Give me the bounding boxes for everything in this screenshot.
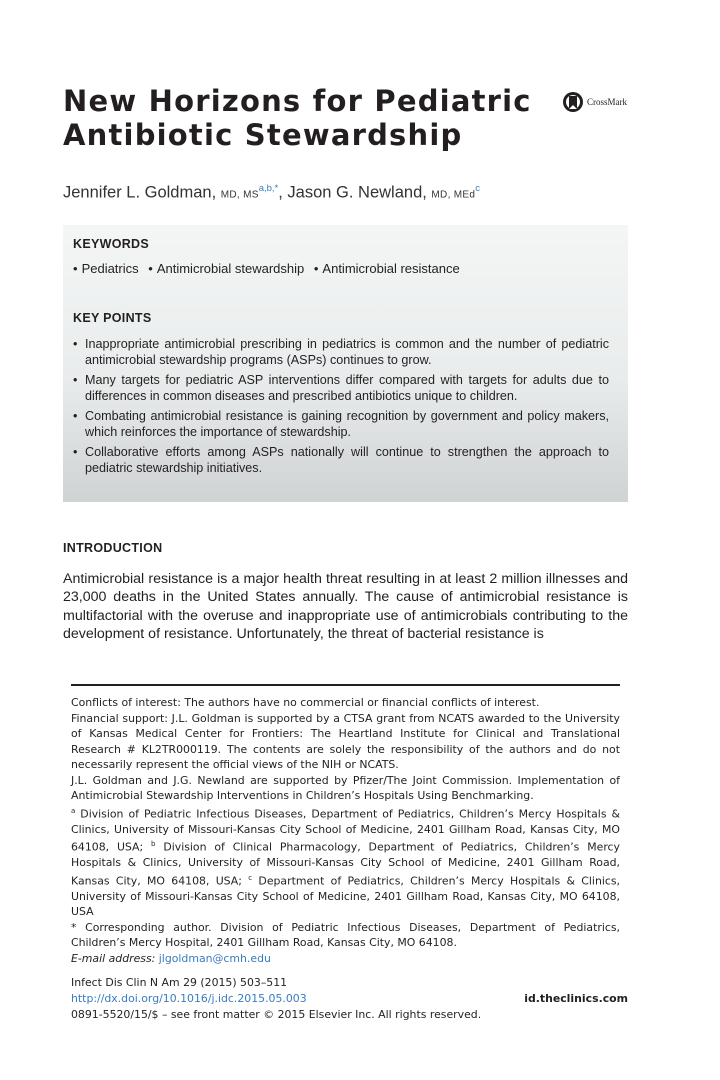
author-2-name: Jason G. Newland,	[287, 183, 427, 202]
keyword: Antimicrobial stewardship	[156, 261, 305, 276]
keywords-list	[73, 261, 466, 276]
affiliation-b: Division of Clinical Pharmacology, Department of Pediatrics, Children’s Mercy Hospitals & Clinics, University of Missouri-Kansas City School of Medicine, 2401 Gillham Road, Kansas City, MO 64108, USA;	[71, 840, 620, 888]
affiliation-a-mark: a	[71, 806, 76, 815]
author-1-name: Jennifer L. Goldman,	[63, 183, 217, 202]
doi-link[interactable]: http://dx.doi.org/10.1016/j.idc.2015.05.003	[71, 992, 307, 1005]
author-separator: ,	[278, 183, 283, 202]
key-point	[73, 445, 609, 476]
key-points-list	[73, 337, 609, 481]
footnotes	[71, 695, 620, 966]
affiliations	[71, 804, 620, 920]
keywords-heading: KEYWORDS	[73, 237, 150, 251]
keyword: Antimicrobial resistance	[322, 261, 460, 276]
copyright-line: 0891-5520/15/$ – see front matter © 2015 Elsevier Inc. All rights reserved.	[71, 1008, 482, 1021]
crossmark-label: CrossMark	[587, 97, 627, 107]
journal-site-link[interactable]: id.theclinics.com	[524, 992, 628, 1005]
key-points-heading: KEY POINTS	[73, 311, 152, 325]
email-line	[71, 951, 620, 967]
corresponding-author: * Corresponding author. Division of Pediatric Infectious Diseases, Department of Pediatrics, Children’s Mercy Hospital, 2401 Gillham Road, Kansas City, MO 64108.	[71, 920, 620, 950]
email-label: E-mail address:	[71, 951, 156, 965]
affiliation-a: Division of Pediatric Infectious Diseases, Department of Pediatrics, Children’s Mercy Hospitals & Clinics, University of Missouri-Kansas City School of Medicine, 2401 Gillham Road, Kansas City, MO 64108, USA;	[71, 807, 620, 854]
key-point	[73, 373, 609, 404]
author-2-affiliation-mark[interactable]: c	[475, 183, 480, 194]
bullet-icon: •	[73, 373, 78, 387]
financial-support-note: Financial support: J.L. Goldman is supported by a CTSA grant from NCATS awarded to the University of Kansas Medical Center for Frontiers: The Heartland Institute for Clinical and Translational Research # KL2TR000119. The contents are solely the responsibility of the authors and do not necessarily represent the official views of the NIH or NCATS.	[71, 711, 620, 771]
bullet-icon: •	[73, 409, 78, 423]
pfizer-support-note: J.L. Goldman and J.G. Newland are supported by Pfizer/The Joint Commission. Implementation of Antimicrobial Stewardship Interventions in Children’s Hospitals Using Benchmarking.	[71, 773, 620, 802]
article-title: New Horizons for Pediatric Antibiotic Stewardship	[63, 84, 532, 152]
key-point-text: Many targets for pediatric ASP interventions differ compared with targets for adults due to differences in common diseases and prescribed antibiotics unique to children.	[85, 373, 609, 403]
key-point	[73, 337, 609, 368]
conflicts-note: Conflicts of interest: The authors have no commercial or financial conflicts of interest.	[71, 696, 540, 709]
affiliation-c-mark: c	[248, 873, 253, 882]
affiliation-c: Department of Pediatrics, Children’s Mercy Hospitals & Clinics, University of Missouri-Kansas City School of Medicine, 2401 Gillham Road, Kansas City, MO 64108, USA	[71, 874, 620, 919]
key-point-text: Collaborative efforts among ASPs nationally will continue to strengthen the approach to pediatric stewardship initiatives.	[85, 445, 609, 475]
journal-citation: Infect Dis Clin N Am 29 (2015) 503–511	[71, 976, 288, 989]
keyword: Pediatrics	[81, 261, 139, 276]
crossmark-icon	[562, 91, 584, 113]
author-2-degree: MD, MEd	[431, 189, 476, 201]
key-point	[73, 409, 609, 440]
author-line	[63, 183, 480, 203]
introduction-heading: INTRODUCTION	[63, 541, 163, 555]
keywords-keypoints-box	[63, 225, 628, 502]
bullet-icon: •	[73, 445, 78, 459]
bullet-icon: •	[313, 261, 319, 276]
email-link[interactable]: jlgoldman@cmh.edu	[158, 951, 271, 965]
key-point-text: Inappropriate antimicrobial prescribing in pediatrics is common and the number of pediatric antimicrobial stewardship programs (ASPs) continues to grow.	[85, 337, 609, 367]
key-point-text: Combating antimicrobial resistance is gaining recognition by government and policy makers, which reinforces the importance of stewardship.	[85, 409, 609, 439]
bullet-icon: •	[73, 261, 78, 276]
crossmark-badge[interactable]	[562, 89, 632, 115]
page-footer	[71, 975, 628, 1023]
bullet-icon: •	[73, 337, 78, 351]
author-1-degree: MD, MS	[220, 189, 259, 201]
author-1-affiliation-marks[interactable]: a,b,*	[258, 183, 279, 194]
introduction-body: Antimicrobial resistance is a major health threat resulting in at least 2 million illnesses and 23,000 deaths in the United States annually. The cause of antimicrobial resistance is multifactorial with the overuse and inappropriate use of antimicrobials contributing to the development of resistance. Unfortunately, the threat of bacterial resistance is	[63, 571, 628, 643]
bullet-icon: •	[148, 261, 153, 276]
footnote-divider	[71, 684, 620, 686]
affiliation-b-mark: b	[151, 840, 156, 849]
